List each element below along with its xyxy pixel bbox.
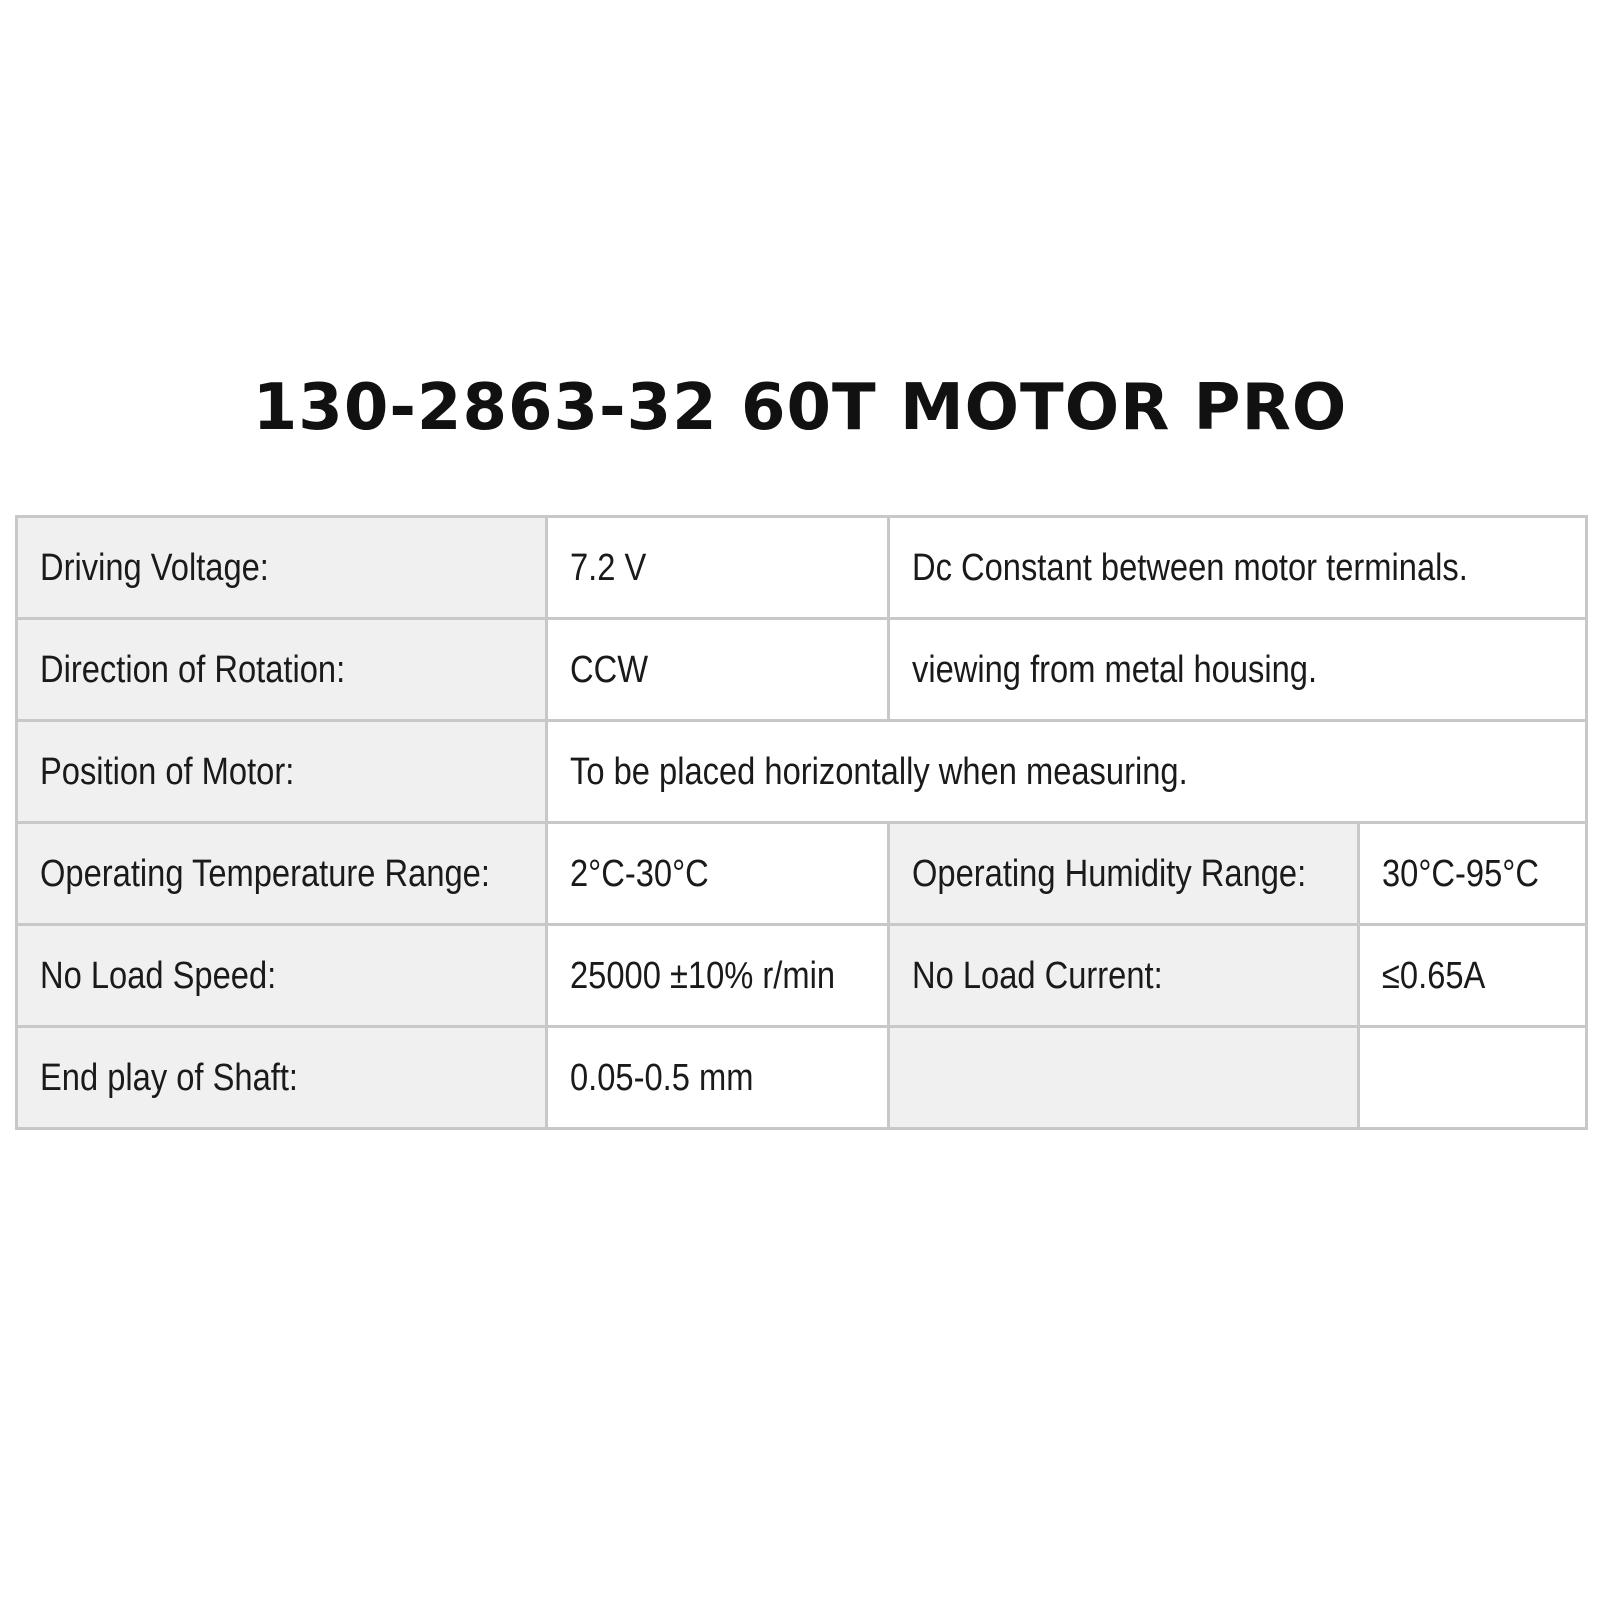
empty-cell — [1359, 1027, 1587, 1129]
spec-label — [17, 517, 547, 619]
page-title: 130-2863-32 60T MOTOR PRO — [252, 371, 1348, 445]
spec-note-text: Dc Constant between motor terminals. — [912, 546, 1468, 589]
spec-table — [15, 515, 1588, 1130]
spec-label-secondary-text: Operating Humidity Range: — [912, 852, 1307, 895]
spec-label — [17, 721, 547, 823]
table-row — [17, 517, 1587, 619]
table-row — [17, 925, 1587, 1027]
spec-value-secondary — [1359, 823, 1587, 925]
spec-value — [547, 721, 1587, 823]
spec-note — [889, 517, 1587, 619]
spec-value — [547, 1027, 889, 1129]
spec-value-text: 2°C-30°C — [570, 852, 709, 895]
spec-label — [17, 925, 547, 1027]
spec-value-secondary-text: ≤0.65A — [1382, 954, 1486, 997]
empty-cell — [889, 1027, 1359, 1129]
spec-label-secondary-text: No Load Current: — [912, 954, 1163, 997]
spec-value — [547, 619, 889, 721]
spec-label-secondary — [889, 925, 1359, 1027]
spec-note-text: viewing from metal housing. — [912, 648, 1318, 691]
spec-value-secondary — [1359, 925, 1587, 1027]
table-row — [17, 619, 1587, 721]
spec-label — [17, 619, 547, 721]
spec-label-text: Direction of Rotation: — [40, 648, 346, 691]
spec-value-text: CCW — [570, 648, 649, 691]
spec-label-text: End play of Shaft: — [40, 1056, 298, 1099]
spec-value-text: To be placed horizontally when measuring. — [570, 750, 1188, 793]
spec-value-text: 25000 ±10% r/min — [570, 954, 836, 997]
table-row — [17, 1027, 1587, 1129]
spec-label-text: Position of Motor: — [40, 750, 295, 793]
spec-label — [17, 823, 547, 925]
spec-value-secondary-text: 30°C-95°C — [1382, 852, 1539, 895]
spec-value — [547, 517, 889, 619]
spec-value-text: 0.05-0.5 mm — [570, 1056, 754, 1099]
spec-label-text: Driving Voltage: — [40, 546, 269, 589]
spec-label — [17, 1027, 547, 1129]
spec-value — [547, 925, 889, 1027]
spec-value — [547, 823, 889, 925]
spec-note — [889, 619, 1587, 721]
spec-label-secondary — [889, 823, 1359, 925]
spec-value-text: 7.2 V — [570, 546, 647, 589]
table-row — [17, 721, 1587, 823]
spec-label-text: Operating Temperature Range: — [40, 852, 490, 895]
table-row — [17, 823, 1587, 925]
spec-label-text: No Load Speed: — [40, 954, 277, 997]
